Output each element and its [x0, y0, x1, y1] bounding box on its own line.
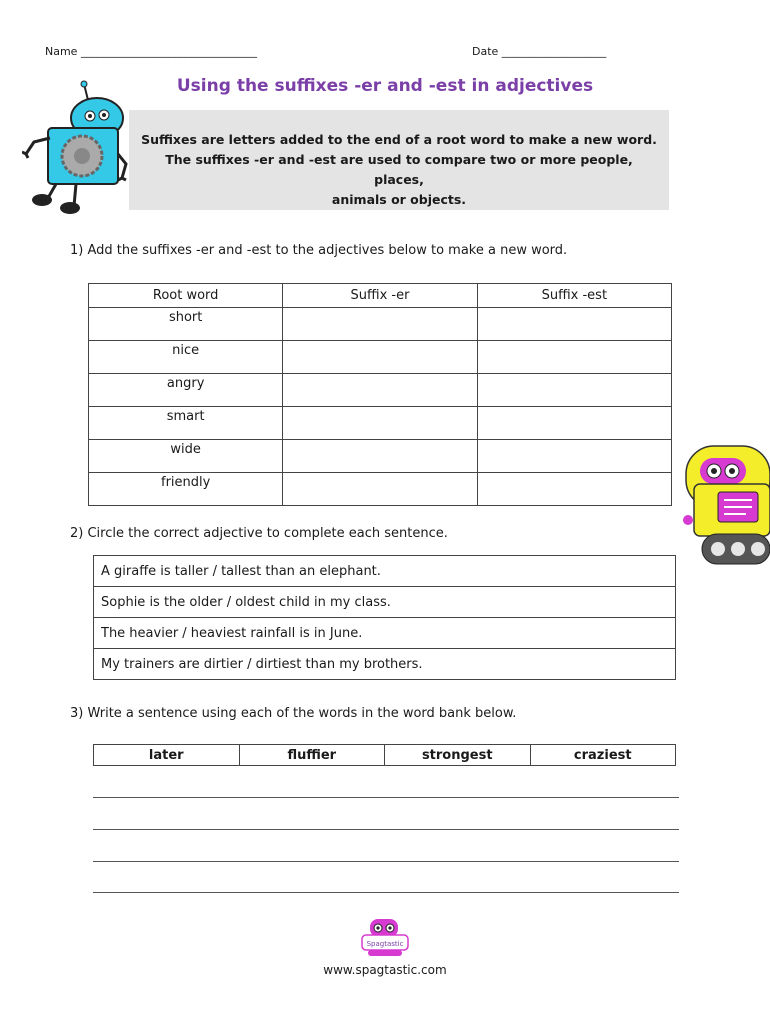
name-field-label: Name ________________________________ [45, 45, 257, 58]
sentence-cell: My trainers are dirtier / dirtiest than my brothers. [94, 649, 676, 680]
er-answer-cell[interactable] [283, 473, 477, 506]
table-row [89, 440, 672, 473]
logo-text: Spagtastic [366, 940, 404, 948]
writing-line[interactable] [93, 892, 679, 893]
er-answer-cell[interactable] [283, 374, 477, 407]
table-row [89, 473, 672, 506]
table-row [94, 618, 676, 649]
table-row [89, 308, 672, 341]
est-answer-cell[interactable] [477, 374, 671, 407]
root-word-cell: smart [89, 407, 283, 440]
table-row [94, 556, 676, 587]
question-2-prompt: 2) Circle the correct adjective to complete each sentence. [70, 526, 448, 541]
date-field-label: Date ___________________ [472, 45, 607, 58]
header-suffix-er: Suffix -er [283, 284, 477, 308]
sentence-cell: Sophie is the older / oldest child in my class. [94, 587, 676, 618]
table-row [94, 649, 676, 680]
root-word-cell: friendly [89, 473, 283, 506]
est-answer-cell[interactable] [477, 473, 671, 506]
writing-line[interactable] [93, 829, 679, 830]
er-answer-cell[interactable] [283, 308, 477, 341]
est-answer-cell[interactable] [477, 341, 671, 374]
root-word-cell: angry [89, 374, 283, 407]
suffix-table [88, 283, 672, 506]
question-3-prompt: 3) Write a sentence using each of the words in the word bank below. [70, 706, 517, 721]
yellow-robot-illustration [680, 444, 770, 569]
er-answer-cell[interactable] [283, 407, 477, 440]
word-bank-item: later [94, 745, 240, 766]
intro-line-2: The suffixes -er and -est are used to compare two or more people, places, [165, 152, 633, 187]
sentence-cell: The heavier / heaviest rainfall is in June. [94, 618, 676, 649]
writing-line[interactable] [93, 797, 679, 798]
word-bank-table [93, 744, 676, 766]
table-row [89, 341, 672, 374]
page-title: Using the suffixes -er and -est in adjectives [176, 76, 594, 96]
header-suffix-est: Suffix -est [477, 284, 671, 308]
root-word-cell: short [89, 308, 283, 341]
est-answer-cell[interactable] [477, 407, 671, 440]
root-word-cell: nice [89, 341, 283, 374]
question-1-prompt: 1) Add the suffixes -er and -est to the adjectives below to make a new word. [70, 243, 568, 258]
footer-url[interactable]: www.spagtastic.com [323, 963, 447, 977]
sentence-cell: A giraffe is taller / tallest than an elephant. [94, 556, 676, 587]
word-bank-item: craziest [530, 745, 676, 766]
est-answer-cell[interactable] [477, 440, 671, 473]
table-row [89, 374, 672, 407]
header-root-word: Root word [89, 284, 283, 308]
root-word-cell: wide [89, 440, 283, 473]
table-row [94, 587, 676, 618]
intro-box [129, 110, 669, 210]
blue-robot-illustration [22, 80, 132, 220]
er-answer-cell[interactable] [283, 440, 477, 473]
est-answer-cell[interactable] [477, 308, 671, 341]
er-answer-cell[interactable] [283, 341, 477, 374]
table-row [89, 407, 672, 440]
intro-line-1: Suffixes are letters added to the end of a root word to make a new word. [141, 132, 657, 147]
spagtastic-logo [360, 918, 410, 958]
word-bank-item: strongest [385, 745, 531, 766]
word-bank-item: fluffier [239, 745, 385, 766]
intro-line-3: animals or objects. [331, 192, 467, 207]
writing-line[interactable] [93, 861, 679, 862]
sentence-table [93, 555, 676, 680]
